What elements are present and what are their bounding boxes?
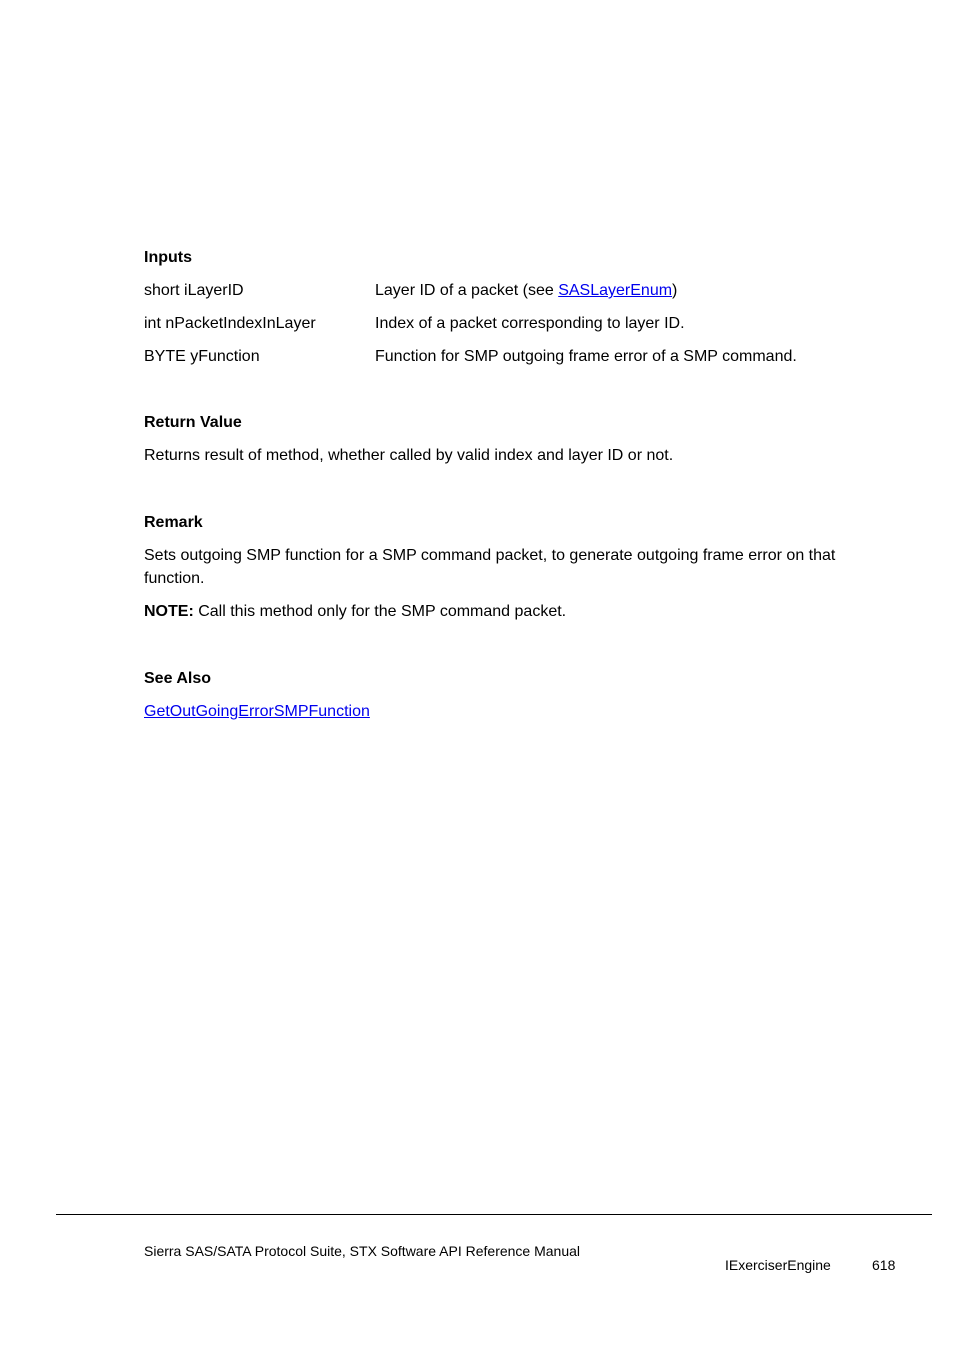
return-value-text: Returns result of method, whether called by valid index and layer ID or not. [144,447,674,464]
param-desc-text: Layer ID of a packet (see [375,282,559,299]
note-text: Call this method only for the SMP command packet. [193,603,567,620]
remark-note [144,600,879,623]
note-label: NOTE: [144,603,194,620]
param-desc: Function for SMP outgoing frame error of a SMP command. [375,348,797,365]
remark-text: Sets outgoing SMP function for a SMP command packet, to generate outgoing frame error on that function. [144,547,836,587]
footer-divider [56,1214,932,1215]
inputs-heading: Inputs [144,249,192,266]
param-name: int nPacketIndexInLayer [144,315,316,332]
see-also-heading: See Also [144,670,211,687]
see-also-links [144,700,879,723]
footer-section-name: IExerciserEngine [725,1257,831,1273]
param-desc [375,281,677,301]
param-desc-text-end: ) [672,282,678,299]
saslayerenum-link[interactable]: SASLayerEnum [558,282,673,299]
param-name: BYTE yFunction [144,348,260,365]
param-desc: Index of a packet corresponding to layer ID. [375,315,685,332]
getoutgoingerrorsmpfunction-link[interactable]: GetOutGoingErrorSMPFunction [144,703,370,720]
remark-heading: Remark [144,514,203,531]
footer-manual-title: Sierra SAS/SATA Protocol Suite, STX Software API Reference Manual [144,1243,581,1259]
return-value-heading: Return Value [144,414,242,431]
footer-page-number: 618 [872,1257,896,1273]
param-name: short iLayerID [144,282,244,299]
